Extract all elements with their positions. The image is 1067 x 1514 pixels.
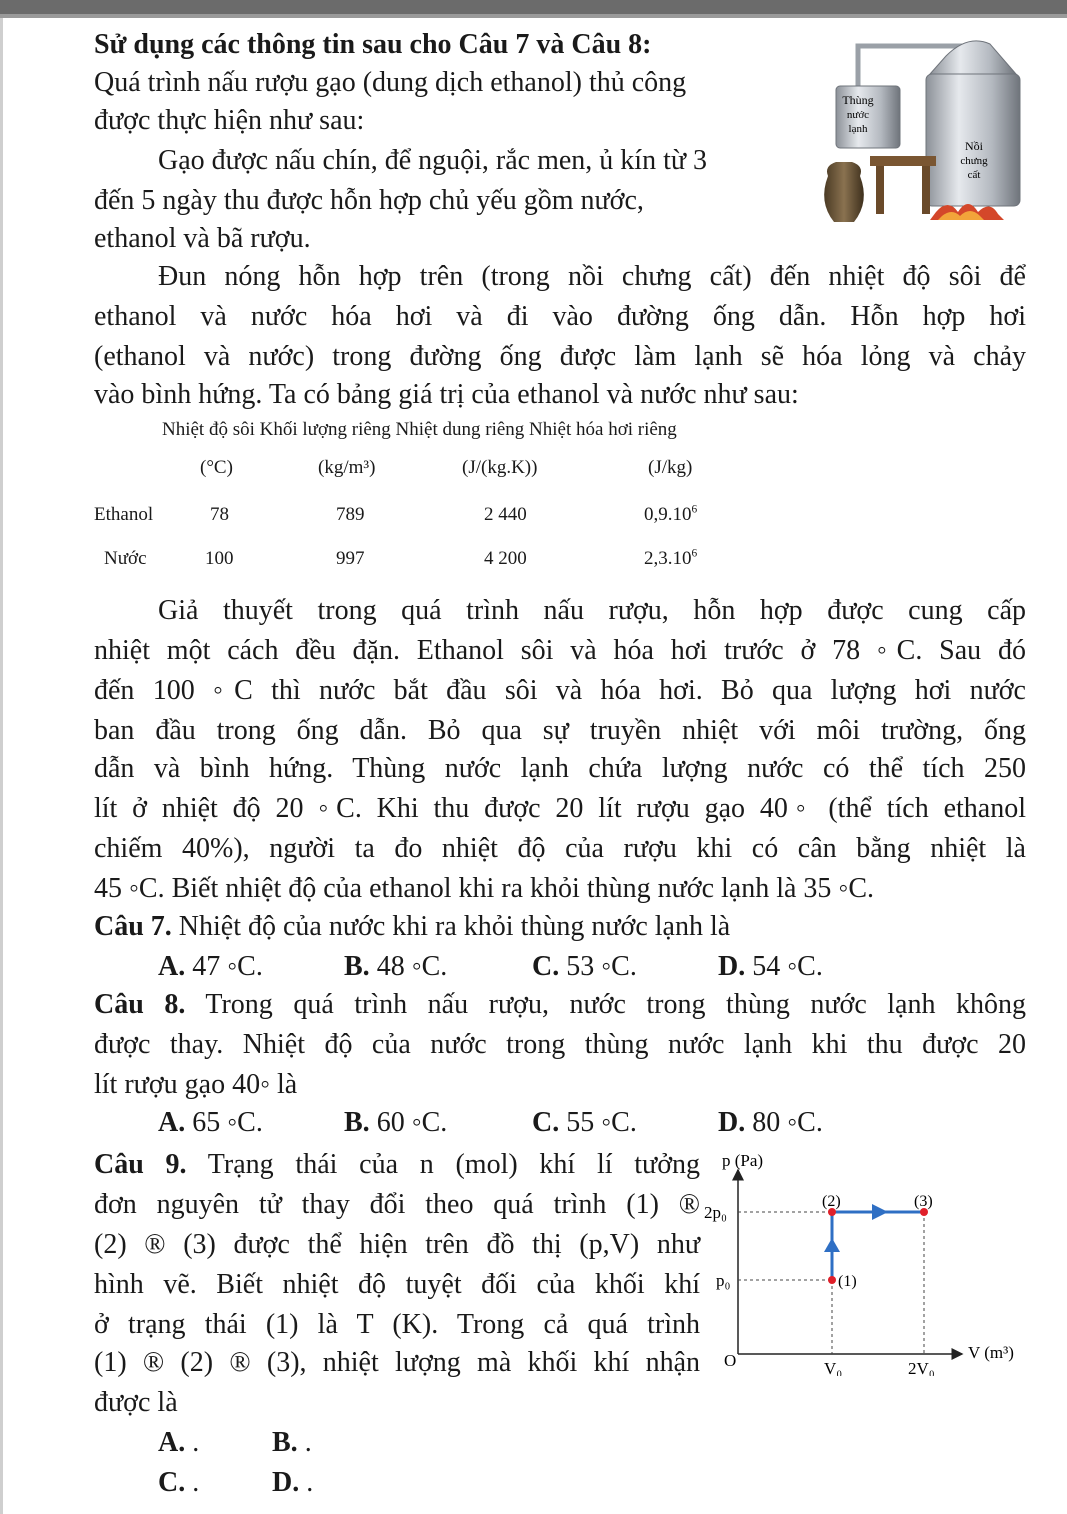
intro-line-6: Đun nóng hỗn hợp trên (trong nồi chưng cất) đến nhiệt độ sôi để [158, 261, 1026, 292]
question-8-line-1: Câu 8. Trong quá trình nấu rượu, nước trong thùng nước lạnh không [94, 989, 1027, 1020]
label-tank-3: lạnh [848, 123, 868, 135]
assume-line-1: Giả thuyết trong quá trình nấu rượu, hỗn hợp được cung cấp [158, 595, 1026, 626]
assume-line-4: ban đầu trong ống dẫn. Bỏ qua sự truyền nhiệt với môi trường, ống [94, 715, 1026, 746]
q8-option-b[interactable]: B. 60 ◦C. [344, 1107, 448, 1138]
intro-line-8: (ethanol và nước) trong đường ống được làm lạnh sẽ hóa lỏng và chảy [94, 341, 1026, 372]
q9-option-c[interactable]: C. . [158, 1467, 200, 1498]
x-tick-v0: V₀ [824, 1359, 843, 1376]
y-axis-label: p (Pa) [722, 1151, 764, 1170]
q8-option-c[interactable]: C. 55 ◦C. [532, 1107, 637, 1138]
question-9-line-2: đơn nguyên tử thay đổi theo quá trình (1) ® [94, 1189, 700, 1220]
x-tick-2v0: 2V₀ [908, 1359, 935, 1376]
q9-option-a[interactable]: A. . [158, 1427, 200, 1458]
intro-line-1: Quá trình nấu rượu gạo (dung dịch ethanol) thủ công [94, 67, 687, 98]
state-2-label: (2) [822, 1193, 841, 1210]
q9-option-d[interactable]: D. . [272, 1467, 314, 1498]
row-water-latent: 2,3.10$^6$ [644, 547, 698, 569]
state-1-label: (1) [838, 1273, 857, 1290]
left-border [0, 18, 3, 1514]
top-border [0, 0, 1067, 18]
q7-option-b[interactable]: B. 48 ◦C. [344, 951, 448, 982]
question-8-line-3: lít rượu gạo 40◦ là [94, 1069, 298, 1100]
arrow-up-icon [824, 1238, 840, 1252]
table-header: Nhiệt độ sôi Khối lượng riêng Nhiệt dung riêng Nhiệt hóa hơi riêng [162, 419, 677, 440]
x-axis-label: V (m³) [968, 1343, 1014, 1362]
label-tank-2: nước [846, 109, 870, 121]
label-pot-1: Nồi [965, 139, 983, 153]
intro-line-7: ethanol và nước hóa hơi và đi vào đường ống dẫn. Hỗn hợp hơi [94, 301, 1026, 332]
unit-latent-heat: (J/kg) [648, 457, 693, 478]
question-9-line-7: được là [94, 1387, 178, 1418]
question-9-line-5: ở trạng thái (1) là T (K). Trong cả quá trình [94, 1309, 700, 1340]
q9-option-b[interactable]: B. . [272, 1427, 312, 1458]
intro-line-3: Gạo được nấu chín, để nguội, rắc men, ủ kín từ 3 [158, 145, 708, 176]
q7-option-c[interactable]: C. 53 ◦C. [532, 951, 637, 982]
distillation-figure [818, 26, 1033, 234]
question-7: Câu 7. Nhiệt độ của nước khi ra khỏi thùng nước lạnh là [94, 911, 731, 942]
unit-specific-heat: (J/(kg.K)) [462, 457, 538, 478]
q8-option-d[interactable]: D. 80 ◦C. [718, 1107, 823, 1138]
intro-line-5: ethanol và bã rượu. [94, 223, 311, 254]
intro-line-9: vào bình hứng. Ta có bảng giá trị của ethanol và nước như sau: [94, 379, 799, 410]
arrow-right-icon [872, 1204, 888, 1220]
intro-line-4: đến 5 ngày thu được hỗn hợp chủ yếu gồm nước, [94, 185, 644, 216]
assume-line-7: chiếm 40%), người ta đo nhiệt độ của rượu khi có cân bằng nhiệt là [94, 833, 1026, 864]
intro-line-2: được thực hiện như sau: [94, 105, 365, 136]
row-water-boiling: 100 [205, 548, 234, 569]
origin-label: O [724, 1351, 737, 1370]
row-water-density: 997 [336, 548, 365, 569]
question-9-line-6: (1) ® (2) ® (3), nhiệt lượng mà khối khí nhận [94, 1347, 700, 1378]
passage-title: Sử dụng các thông tin sau cho Câu 7 và Câu 8: [94, 29, 652, 60]
label-pot-3: cất [967, 169, 981, 181]
question-8-line-2: được thay. Nhiệt độ của nước trong thùng nước lạnh khi thu được 20 [94, 1029, 1026, 1060]
unit-density: (kg/m³) [318, 457, 376, 478]
row-ethanol-density: 789 [336, 504, 365, 525]
assume-line-2: nhiệt một cách đều đặn. Ethanol sôi và hóa hơi trước ở 78 ◦C. Sau đó [94, 635, 1026, 666]
q7-option-a[interactable]: A. 47 ◦C. [158, 951, 263, 982]
pv-diagram [700, 1144, 1030, 1376]
y-tick-p0: p₀ [716, 1271, 731, 1290]
state-3-label: (3) [914, 1193, 933, 1210]
row-water-name: Nước [104, 548, 147, 569]
y-tick-2p0: 2p₀ [704, 1203, 727, 1222]
question-9-line-3: (2) ® (3) được thể hiện trên đồ thị (p,V) như [94, 1229, 700, 1260]
label-pot-2: chưng [960, 155, 988, 167]
label-tank-1: Thùng [842, 93, 874, 107]
assume-line-8: 45 ◦C. Biết nhiệt độ của ethanol khi ra khỏi thùng nước lạnh là 35 ◦C. [94, 873, 875, 904]
state-point-1 [828, 1276, 836, 1284]
collection-jar [824, 162, 864, 222]
q7-option-d[interactable]: D. 54 ◦C. [718, 951, 823, 982]
row-ethanol-heat: 2 440 [484, 504, 527, 525]
assume-line-3: đến 100 ◦C thì nước bắt đầu sôi và hóa hơi. Bỏ qua lượng hơi nước [94, 675, 1026, 706]
row-water-heat: 4 200 [484, 548, 527, 569]
question-9-line-4: hình vẽ. Biết nhiệt độ tuyệt đối của khối khí [94, 1269, 700, 1300]
assume-line-5: dẫn và bình hứng. Thùng nước lạnh chứa lượng nước có thể tích 250 [94, 753, 1026, 784]
row-ethanol-latent: 0,9.10$^6$ [644, 503, 698, 525]
question-9-line-1: Câu 9. Trạng thái của n (mol) khí lí tưởng [94, 1149, 701, 1180]
row-ethanol-name: Ethanol [94, 504, 154, 525]
q8-option-a[interactable]: A. 65 ◦C. [158, 1107, 263, 1138]
unit-temperature: (°C) [200, 457, 233, 478]
row-ethanol-boiling: 78 [210, 504, 229, 525]
assume-line-6: lít ở nhiệt độ 20 ◦C. Khi thu được 20 lít rượu gạo 40◦ (thể tích ethanol [94, 793, 1026, 824]
